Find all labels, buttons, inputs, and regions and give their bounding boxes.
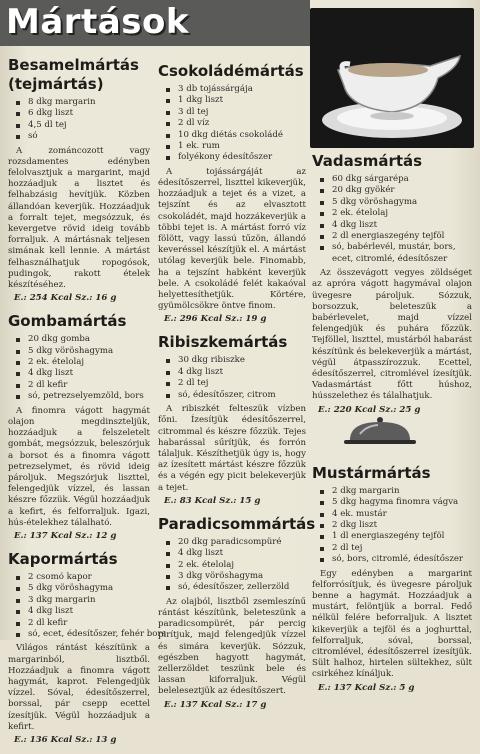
ingredient: 2 csomó kapor (28, 572, 150, 583)
ingredient: só, bors, citromlé, édesítőszer (332, 554, 472, 565)
ingredient-list (158, 84, 306, 164)
serving-cloche-icon (340, 416, 420, 446)
ingredient: 3 db tojássárgája (178, 84, 306, 95)
nutrition-info: E.: 254 Kcal Sz.: 16 g (14, 293, 117, 304)
recipe-mustar (312, 464, 472, 694)
nutrition-info: E.: 220 Kcal Sz.: 25 g (318, 404, 421, 415)
recipe-title: Ribiszkemártás (158, 333, 288, 352)
recipe-instructions: A finomra vágott hagymát olajon megdinszteljük, hozzáadjuk a felszeletelt gombát, megsózzuk, beleszórjuk a borsot és a finomra vágott petrezselymet, és rövid ideig pároljuk. Megszórjuk liszttel, felengedjük vízzel, és lassan készre főzzük. Végül hozzáadjuk a kefirt, és felforraljuk. Igazi, hús-ételekhez tálalható. (8, 405, 150, 528)
column-middle (158, 62, 316, 719)
ingredient: 4 dkg liszt (178, 548, 306, 559)
gravy-boat-photo (310, 8, 474, 148)
ingredient: 1 ek. rum (178, 141, 306, 152)
recipe-title: Besamelmártás (tejmártás) (8, 56, 139, 93)
ingredient: 4 ek. mustár (332, 509, 472, 520)
ingredient: 10 dkg diétás csokoládé (178, 130, 306, 141)
ingredient: 5 dkg vöröshagyma (332, 197, 472, 208)
ingredient: 4 dkg liszt (332, 220, 472, 231)
recipe-ribiszke (158, 333, 306, 506)
ingredient: 20 dkg gomba (28, 334, 150, 345)
ingredient: 3 dkg vöröshagyma (178, 571, 306, 582)
ingredient: 20 dkg gyökér (332, 185, 472, 196)
ingredient: 2 dl kefir (28, 380, 150, 391)
recipe-title: Vadasmártás (312, 152, 423, 170)
ingredient: 2 ek. ételolaj (28, 357, 150, 368)
ingredient: 2 dl tej (332, 543, 472, 554)
ingredient: 2 dl víz (178, 118, 306, 129)
ingredient-list (312, 486, 472, 566)
ingredient: 5 dkg vöröshagyma (28, 346, 150, 357)
ingredient: 30 dkg ribiszke (178, 355, 306, 366)
ingredient: só, babérlevél, mustár, bors, ecet, citromlé, édesítőszer (332, 242, 472, 265)
ingredient-list (8, 571, 166, 640)
ingredient: 60 dkg sárgarépa (332, 174, 472, 185)
recipe-title: Gombamártás (8, 312, 127, 331)
ingredient-list (312, 174, 472, 265)
ingredient: só (28, 131, 150, 142)
nutrition-info: E.: 137 Kcal Sz.: 5 g (318, 682, 415, 693)
recipe-instructions: Az összevágott vegyes zöldséget az apróra vágott hagymával olajon üvegesre pároljuk. Sózzuk, borsozzuk, beleteszük a babérlevelet, majd vízzel felengedjük és puhára főzzük. Tejföllel, liszttel, mustárból habarást készítünk és belekeverjük a mártást, végül átpasszírozzuk. Ecettel, édesítőszerrel, citromlével ízesítjük. Vadasmártást főtt húshoz, hússzelethez és tálalhatjuk. (312, 268, 472, 402)
ingredient: 3 dl tej (178, 107, 306, 118)
ingredient: 4,5 dl tej (28, 120, 150, 131)
ingredient-list (158, 537, 306, 594)
nutrition-info: E.: 137 Kcal Sz.: 17 g (164, 699, 267, 710)
ingredient: 2 ek. ételolaj (178, 560, 306, 571)
ingredient-list (8, 334, 150, 402)
ingredient: 4 dkg liszt (178, 367, 306, 378)
nutrition-info: E.: 137 Kcal Sz.: 12 g (14, 530, 117, 541)
ingredient: 2 dkg liszt (332, 520, 472, 531)
recipe-csoki (158, 62, 306, 325)
ingredient: 8 dkg margarin (28, 97, 150, 108)
ingredient: 2 dl energiaszegény tejföl (332, 231, 472, 242)
recipe-instructions: Egy edényben a margarint felforrósítjuk, és üvegesre pároljuk benne a hagymát. Hozzáadjuk a mustárt, felöntjük a borral. Fedő nélkül felére beforraljuk. A lisztet kikeverjük a tejföl és a joghurttal, felforraljuk, sóval, borssal, citromlével, édesítőszerrel ízesítjük. Sült halhoz, hirtelen sültekhez, sült csirkéhez kínáljuk. (312, 568, 472, 680)
ingredient: 2 ek. ételolaj (332, 208, 472, 219)
ingredient: 1 dkg liszt (178, 95, 306, 106)
ingredient: 1 dl energiaszegény tejföl (332, 531, 472, 542)
ingredient: só, édesítőszer, zellerzöld (178, 582, 306, 593)
ingredient: só, édesítőszer, citrom (178, 390, 306, 401)
recipe-instructions: A tojássárgáját az édesítőszerrel, liszttel kikeverjük, hozzáadjuk a tejet és a vizet, a tejszínt és az elvasztott csokoládét, majd hozzákeverjük a többi tejet is. A mártást forró víz fölött, vagy lassú tűzön, állandó keveréssel készítjük el. A mártást utólag keverjük bele. Finomabb, ha a tejszínt habként keverjük bele. A csokoládé felét kakaóval helyettesíthetjük. Körtére, gyümölcsökre öntve finom. (158, 166, 306, 312)
ingredient: 4 dkg liszt (28, 368, 150, 379)
ingredient-list (158, 355, 306, 401)
nutrition-info: E.: 83 Kcal Sz.: 15 g (164, 495, 261, 506)
recipe-title: Csokoládémártás (158, 62, 304, 80)
ingredient: só, ecet, édesítőszer, fehér bors (28, 628, 166, 639)
ingredient: 5 dkg hagyma finomra vágva (332, 497, 472, 508)
nutrition-info: E.: 136 Kcal Sz.: 13 g (14, 735, 117, 745)
recipe-instructions: Világos rántást készítünk a margarinból, lisztből. Hozzáadjuk a finomra vágott hagymát, kaprot. Felengedjük vízzel. Sóval, édesítőszerrel, borssal, pár csepp ecettel ízesítjük. Végül hozzáadjuk a kefirt. (8, 643, 150, 732)
recipe-gomba (8, 312, 150, 542)
recipe-title: Mustármártás (312, 463, 431, 482)
recipe-instructions: A zománcozott vagy rozsdamentes edényben felolvasztjuk a margarint, majd hozzáadjuk a lisztet és felhabzásig hevítjük. Közben állandóan keverjük. Hozzáadjuk a forralt tejet, megsózzuk, és kevergetve rövid ideig tovább forraljuk. A mártásnak teljesen simának kell lennie. A mártást felhasználhatjuk ropogósok, pudingok, rakott ételek készítéséhez. (8, 145, 150, 291)
nutrition-info: E.: 296 Kcal Sz.: 19 g (164, 314, 267, 325)
gravy-boat-icon (310, 8, 474, 148)
column-left (8, 56, 166, 754)
recipe-instructions: A ribiszkét felteszük vízben főni. Ízesítjük édesítőszerrel, citrommal és készre főzzük. Tejes habarással sűrítjük, és forrón tálaljuk. Készíthetjük úgy is, hogy az ízesített mártást készre főzzük és a végén egy picit belekeverjük a tejet. (158, 404, 306, 493)
ingredient: 2 dl kefir (28, 618, 150, 629)
ingredient: só, petrezselyemzöld, bors (28, 391, 150, 402)
title-banner (0, 0, 310, 46)
recipe-title: Paradicsommártás (158, 514, 316, 533)
ingredient: 4 dkg liszt (28, 606, 150, 617)
ingredient: 20 dkg paradicsompüré (178, 537, 306, 548)
recipe-besamel (8, 56, 150, 304)
ingredient: folyékony édesítőszer (178, 152, 306, 163)
ingredient-list (8, 97, 150, 143)
ingredient: 2 dl tej (178, 378, 306, 389)
ingredient: 2 dkg margarin (332, 486, 472, 497)
recipe-title: Kapormártás (8, 549, 118, 568)
ingredient: 6 dkg liszt (28, 108, 150, 119)
page-title: Mártások (6, 2, 189, 42)
ingredient: 5 dkg vöröshagyma (28, 583, 150, 594)
recipe-paradicsom (158, 514, 316, 711)
recipe-vadas (312, 152, 472, 416)
recipe-kapor (8, 549, 166, 746)
ingredient: 3 dkg margarin (28, 595, 150, 606)
recipe-instructions: Az olajból, lisztből zsemleszínű rántást készítünk, beleteszünk a paradicsompürét, pár percig pirítjuk, majd felengedjük vízzel és simára keverjük. Sózzuk, egészben hagyott hagymát, zellerzöldet teszünk bele és lassan kiforraljuk. Végül beleleseztjük az édesítőszert. (158, 596, 306, 697)
